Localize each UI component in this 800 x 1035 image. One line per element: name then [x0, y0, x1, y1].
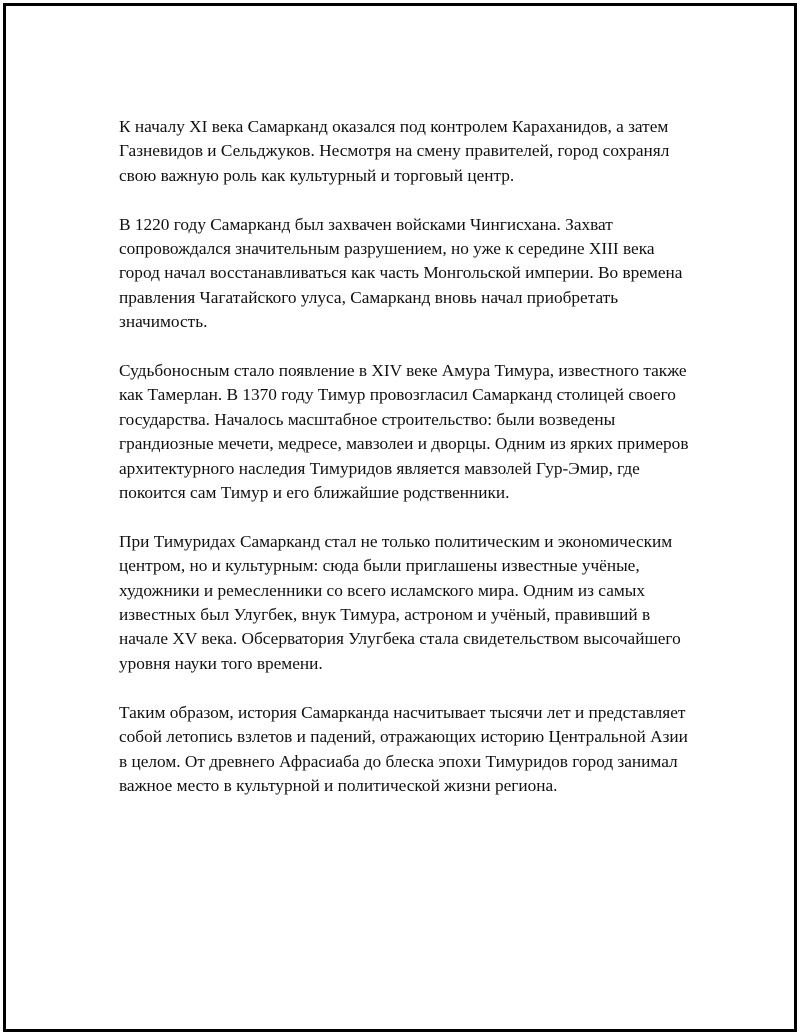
document-body: [119, 115, 694, 823]
paragraph: Судьбоносным стало появление в XIV веке Амура Тимура, известного также как Тамерлан. В 1370 году Тимур провозгласил Самарканд столицей своего государства. Началось масштабное строительство: были возведены грандиозные мечети, медресе, мавзолеи и дворцы. Одним из ярких примеров архитектурного наследия Тимуридов является мавзолей Гур-Эмир, где покоится сам Тимур и его ближайшие родственники.: [119, 361, 689, 503]
paragraph: В 1220 году Самарканд был захвачен войсками Чингисхана. Захват сопровождался значительным разрушением, но уже к середине XIII века город начал восстанавливаться как часть Монгольской империи. Во времена правления Чагатайского улуса, Самарканд вновь начал приобретать значимость.: [119, 214, 683, 332]
paragraph: Таким образом, история Самарканда насчитывает тысячи лет и представляет собой летопись взлетов и падений, отражающих историю Центральной Азии в целом. От древнего Афрасиаба до блеска эпохи Тимуридов город занимал важное место в культурной и политической жизни региона.: [119, 702, 688, 795]
paragraph: К началу XI века Самарканд оказался под контролем Караханидов, а затем Газневидов и Сельджуков. Несмотря на смену правителей, город сохранял свою важную роль как культурный и торговый центр.: [119, 117, 670, 185]
paragraph: При Тимуридах Самарканд стал не только политическим и экономическим центром, но и культурным: сюда были приглашены известные учёные, художники и ремесленники со всего исламского мира. Одним из самых известных был Улугбек, внук Тимура, астроном и учёный, правивший в начале XV века. Обсерватория Улугбека стала свидетельством высочайшего уровня науки того времени.: [119, 531, 681, 673]
